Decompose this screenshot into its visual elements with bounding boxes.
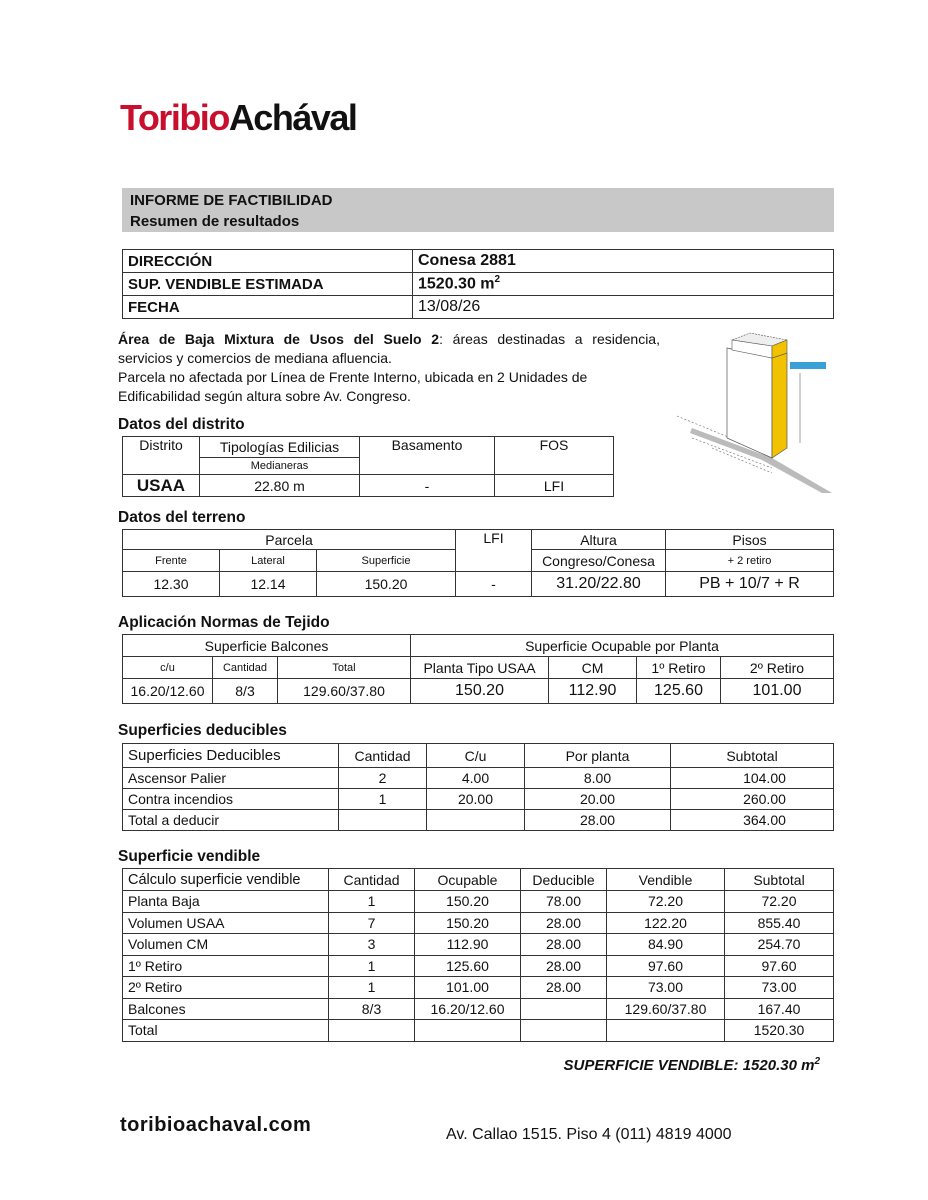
table-cell: Balcones <box>123 998 329 1020</box>
table-cell <box>607 1020 725 1042</box>
header-col-2: Ocupable <box>415 869 521 891</box>
table-cell: 1 <box>329 977 415 999</box>
superficie-vendible-total <box>564 1056 820 1074</box>
table-cell: Volumen USAA <box>123 912 329 934</box>
logo-part-2: Achával <box>228 97 357 138</box>
table-cell: Contra incendios <box>123 789 339 810</box>
header-retiro-1: 1º Retiro <box>637 657 721 679</box>
value-lfi: - <box>456 572 532 597</box>
altura-tag <box>790 362 826 369</box>
header-cu: c/u <box>123 657 213 679</box>
footer-address: Av. Callao 1515. Piso 4 (011) 4819 4000 <box>446 1126 732 1143</box>
value-medianeras: 22.80 m <box>200 475 360 497</box>
building-volume-diagram <box>672 328 838 494</box>
report-header <box>122 188 834 232</box>
superficie-vendible-label: SUPERFICIE VENDIBLE: 1520.30 m <box>563 1057 815 1074</box>
table-cell: 150.20 <box>415 912 521 934</box>
header-col-2: C/u <box>427 744 525 768</box>
header-fos: FOS <box>495 437 614 475</box>
table-cell: 84.90 <box>607 934 725 956</box>
table-cell: Volumen CM <box>123 934 329 956</box>
building-front <box>727 348 772 458</box>
value-cm: 112.90 <box>549 679 637 704</box>
sup-label: SUP. VENDIBLE ESTIMADA <box>123 273 413 296</box>
header-distrito: Distrito <box>123 437 200 475</box>
table-cell: 104.00 <box>671 768 834 789</box>
table-cell: 8.00 <box>525 768 671 789</box>
table-cell: 97.60 <box>607 955 725 977</box>
table-cell: 129.60/37.80 <box>607 998 725 1020</box>
value-retiro-2: 101.00 <box>721 679 834 704</box>
header-total: Total <box>278 657 411 679</box>
table-cell: 112.90 <box>415 934 521 956</box>
zone-description <box>118 330 660 406</box>
header-lfi: LFI <box>456 530 532 572</box>
value-basamento: - <box>360 475 495 497</box>
header-cantidad: Cantidad <box>213 657 278 679</box>
direccion-value: Conesa 2881 <box>413 250 834 273</box>
table-cell: 150.20 <box>415 891 521 913</box>
table-cell: 1520.30 <box>725 1020 834 1042</box>
header-lateral: Lateral <box>220 550 317 572</box>
value-lateral: 12.14 <box>220 572 317 597</box>
description-line-1-rest: : áreas destinadas a residencia, <box>439 331 660 347</box>
deducibles-heading: Superficies deducibles <box>118 722 287 739</box>
header-medianeras: Medianeras <box>200 458 360 475</box>
header-parcela: Parcela <box>123 530 456 550</box>
superficie-vendible-exponent: 2 <box>814 1056 820 1067</box>
description-line-2: servicios y comercios de mediana afluencia. <box>118 350 392 366</box>
zone-name: Área de Baja Mixtura de Usos del Suelo 2 <box>118 331 440 347</box>
value-altura: 31.20/22.80 <box>532 572 666 597</box>
table-cell <box>521 998 607 1020</box>
table-cell: 97.60 <box>725 955 834 977</box>
header-pisos: Pisos <box>666 530 834 550</box>
terreno-table <box>122 529 834 597</box>
table-cell <box>415 1020 521 1042</box>
fecha-value: 13/08/26 <box>413 296 834 319</box>
table-cell: 73.00 <box>725 977 834 999</box>
footer-website[interactable]: toribioachaval.com <box>120 1114 312 1136</box>
table-cell: 260.00 <box>671 789 834 810</box>
table-cell: 7 <box>329 912 415 934</box>
table-cell: 72.20 <box>725 891 834 913</box>
header-altura: Altura <box>532 530 666 550</box>
table-cell: Total a deducir <box>123 810 339 831</box>
header-col-3: Deducible <box>521 869 607 891</box>
report-subtitle: Resumen de resultados <box>130 213 300 230</box>
sup-value: 1520.30 m <box>418 275 495 293</box>
header-planta-tipo: Planta Tipo USAA <box>411 657 549 679</box>
description-line-4: Edificabilidad según altura sobre Av. Congreso. <box>118 388 411 404</box>
table-cell: 2º Retiro <box>123 977 329 999</box>
vendible-table <box>122 868 834 1042</box>
table-cell <box>329 1020 415 1042</box>
table-cell: 28.00 <box>525 810 671 831</box>
header-col-0: Cálculo superficie vendible <box>123 869 329 891</box>
table-cell: 16.20/12.60 <box>415 998 521 1020</box>
header-col-5: Subtotal <box>725 869 834 891</box>
table-cell: Ascensor Palier <box>123 768 339 789</box>
table-cell: 78.00 <box>521 891 607 913</box>
table-cell: 101.00 <box>415 977 521 999</box>
sup-value-exponent: 2 <box>494 274 501 286</box>
logo-part-1: Toribio <box>120 97 229 138</box>
table-cell: 28.00 <box>521 955 607 977</box>
table-cell: 2 <box>339 768 427 789</box>
header-frente: Frente <box>123 550 220 572</box>
table-cell: 125.60 <box>415 955 521 977</box>
distrito-table <box>122 436 614 497</box>
direccion-label: DIRECCIÓN <box>123 250 413 273</box>
table-cell: 4.00 <box>427 768 525 789</box>
header-ocupable: Superficie Ocupable por Planta <box>411 635 834 657</box>
header-altura-sub: Congreso/Conesa <box>532 550 666 572</box>
table-cell: 1 <box>329 891 415 913</box>
table-cell: 73.00 <box>607 977 725 999</box>
table-cell: 855.40 <box>725 912 834 934</box>
table-cell <box>339 810 427 831</box>
fecha-label: FECHA <box>123 296 413 319</box>
table-cell: 1 <box>339 789 427 810</box>
report-title: INFORME DE FACTIBILIDAD <box>130 192 333 209</box>
header-pisos-sub: + 2 retiro <box>666 550 834 572</box>
value-frente: 12.30 <box>123 572 220 597</box>
header-col-0: Superficies Deducibles <box>123 744 339 768</box>
value-total: 129.60/37.80 <box>278 679 411 704</box>
table-cell <box>427 810 525 831</box>
value-planta-tipo: 150.20 <box>411 679 549 704</box>
header-col-4: Vendible <box>607 869 725 891</box>
description-line-3: Parcela no afectada por Línea de Frente Interno, ubicada en 2 Unidades de <box>118 369 588 385</box>
header-col-4: Subtotal <box>671 744 834 768</box>
table-cell: 167.40 <box>725 998 834 1020</box>
vendible-heading: Superficie vendible <box>118 848 261 865</box>
header-col-3: Por planta <box>525 744 671 768</box>
table-cell: 364.00 <box>671 810 834 831</box>
table-cell: 3 <box>329 934 415 956</box>
table-cell: 1 <box>329 955 415 977</box>
value-fos: LFI <box>495 475 614 497</box>
table-cell: 28.00 <box>521 934 607 956</box>
header-cm: CM <box>549 657 637 679</box>
header-basamento: Basamento <box>360 437 495 475</box>
sup-value-cell <box>413 273 834 296</box>
table-cell: 254.70 <box>725 934 834 956</box>
header-col-1: Cantidad <box>339 744 427 768</box>
table-cell <box>521 1020 607 1042</box>
distrito-heading: Datos del distrito <box>118 416 245 433</box>
table-cell: 28.00 <box>521 977 607 999</box>
table-cell: 122.20 <box>607 912 725 934</box>
table-cell: 20.00 <box>427 789 525 810</box>
table-cell: 72.20 <box>607 891 725 913</box>
info-table <box>122 249 834 319</box>
value-retiro-1: 125.60 <box>637 679 721 704</box>
tejido-heading: Aplicación Normas de Tejido <box>118 614 330 631</box>
table-cell: 8/3 <box>329 998 415 1020</box>
value-pisos: PB + 10/7 + R <box>666 572 834 597</box>
building-side <box>772 353 787 458</box>
table-cell: Total <box>123 1020 329 1042</box>
table-cell: 1º Retiro <box>123 955 329 977</box>
deducibles-table <box>122 743 834 831</box>
header-balcones: Superficie Balcones <box>123 635 411 657</box>
tejido-table <box>122 634 834 704</box>
description-line-1 <box>118 330 660 349</box>
value-distrito: USAA <box>123 475 200 497</box>
header-col-1: Cantidad <box>329 869 415 891</box>
table-cell: Planta Baja <box>123 891 329 913</box>
company-logo <box>120 97 357 138</box>
header-tipologias: Tipologías Edilicias <box>200 437 360 458</box>
terreno-heading: Datos del terreno <box>118 509 246 526</box>
value-superficie: 150.20 <box>317 572 456 597</box>
header-retiro-2: 2º Retiro <box>721 657 834 679</box>
header-superficie: Superficie <box>317 550 456 572</box>
table-cell: 20.00 <box>525 789 671 810</box>
table-cell: 28.00 <box>521 912 607 934</box>
value-cantidad: 8/3 <box>213 679 278 704</box>
value-cu: 16.20/12.60 <box>123 679 213 704</box>
